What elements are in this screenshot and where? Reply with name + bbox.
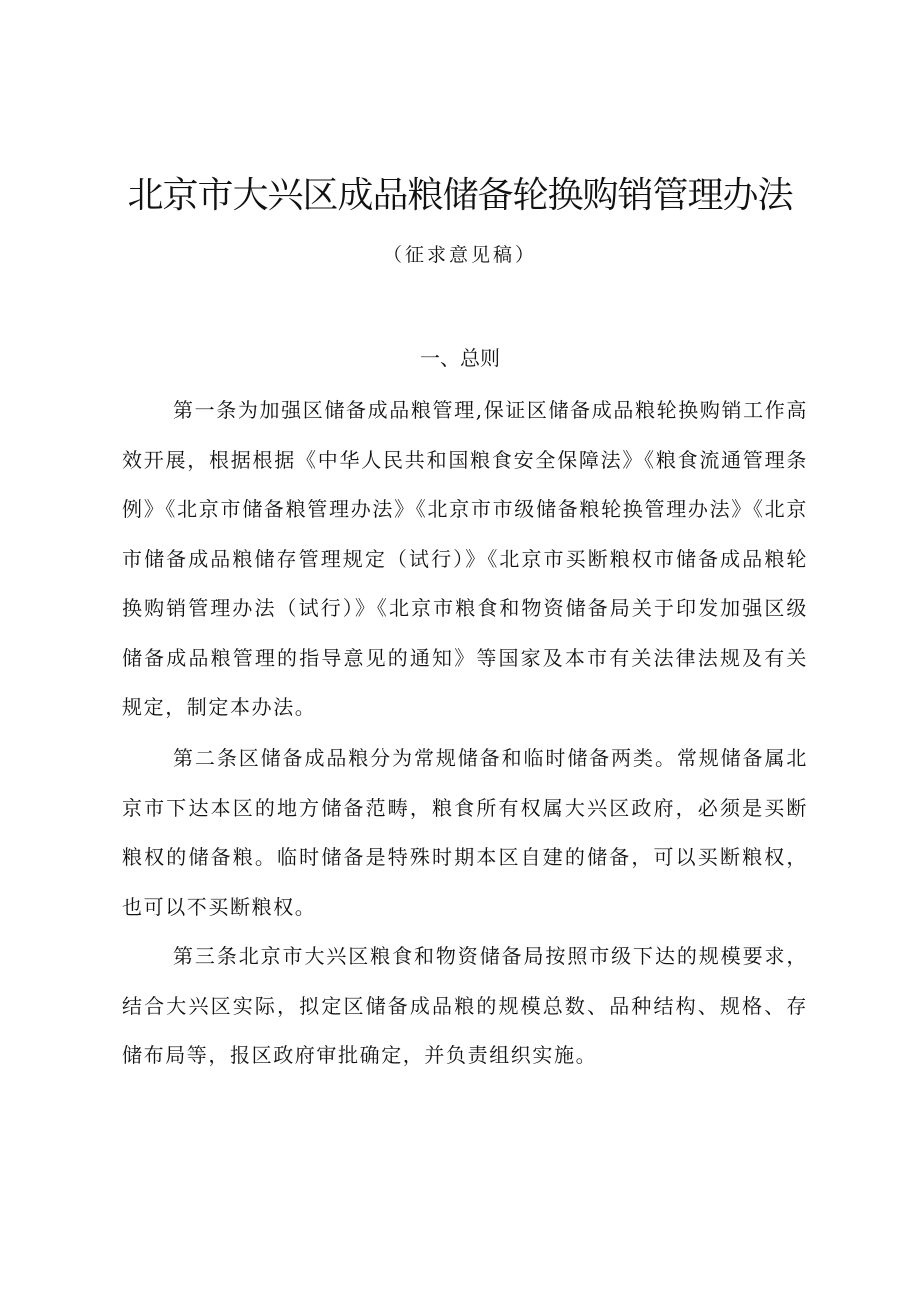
article-3-paragraph: 第三条北京市大兴区粮食和物资储备局按照市级下达的规模要求，结合大兴区实际，拟定区储备成品粮的规模总数、品种结构、规格、存储布局等，报区政府审批确定，并负责组织实施。: [122, 944, 808, 1067]
section-heading: 一、总则: [420, 346, 500, 370]
article-2-paragraph: 第二条区储备成品粮分为常规储备和临时储备两类。常规储备属北京市下达本区的地方储备范畴，粮食所有权属大兴区政府，必须是买断粮权的储备粮。临时储备是特殊时期本区自建的储备，可以买断粮权，也可以不买断粮权。: [122, 746, 808, 919]
document-subtitle: （征求意见稿）: [382, 244, 537, 266]
article-1-paragraph: 第一条为加强区储备成品粮管理,保证区储备成品粮轮换购销工作高效开展，根据根据《中华人民共和国粮食安全保障法》《粮食流通管理条例》《北京市储备粮管理办法》《北京市市级储备粮轮换管理办法》《北京市储备成品粮储存管理规定（试行）》《北京市买断粮权市储备成品粮轮换购销管理办法（试行）》《北京市粮食和物资储备局关于印发加强区级储备成品粮管理的指导意见的通知》等国家及本市有关法律法规及有关规定，制定本办法。: [122, 398, 808, 719]
document-title: 北京市大兴区成品粮储备轮换购销管理办法: [127, 175, 793, 216]
